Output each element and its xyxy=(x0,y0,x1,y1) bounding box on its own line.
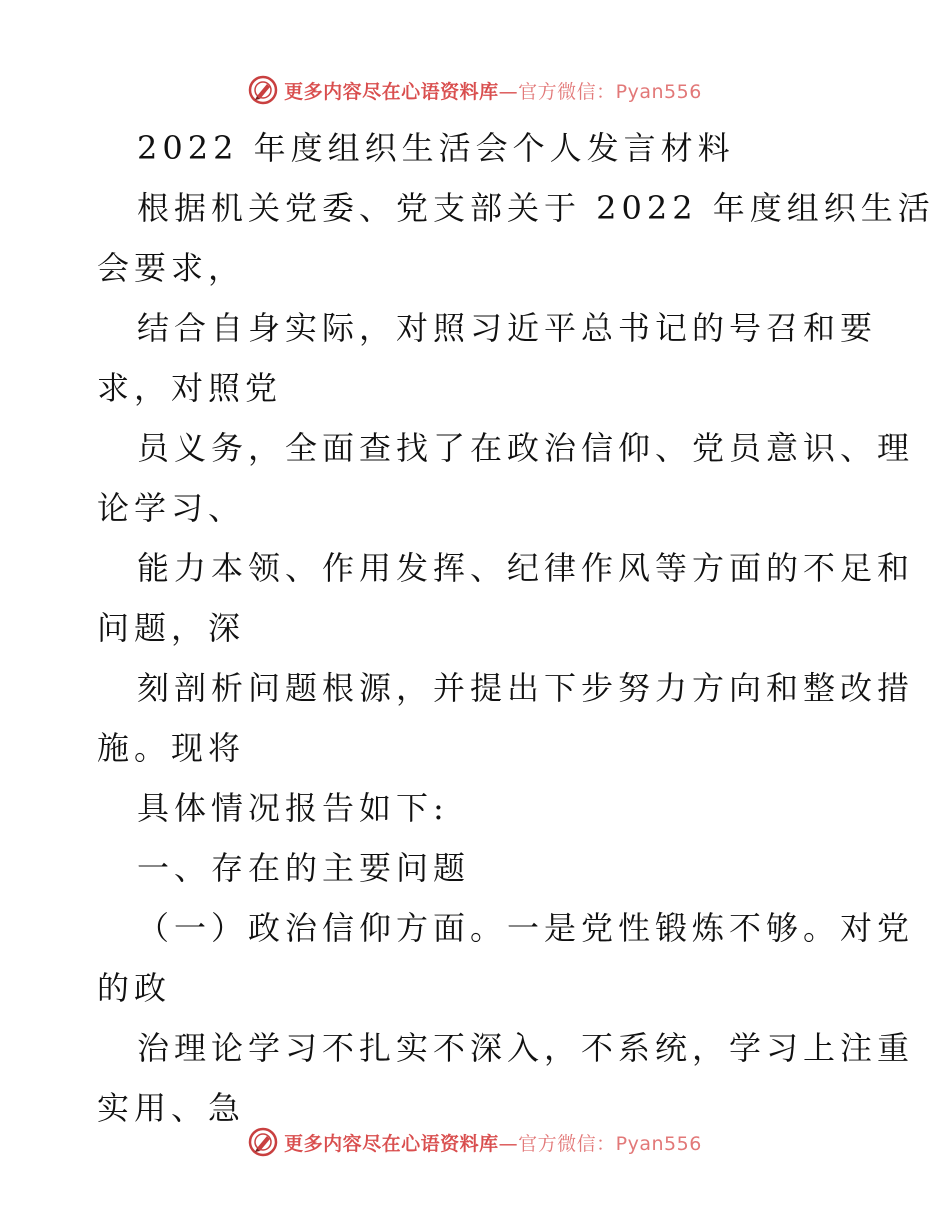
text-line: 的政 xyxy=(97,969,172,1007)
text-line: 求，对照党 xyxy=(97,369,283,407)
watermark-contact: 官方微信：Pyan556 xyxy=(518,80,702,103)
document-title: 2022 年度组织生活会个人发言材料 xyxy=(137,129,735,167)
pen-logo-icon xyxy=(248,1127,278,1157)
text-line: 论学习、 xyxy=(97,489,246,527)
pen-logo-icon xyxy=(248,75,278,105)
text-line: 治理论学习不扎实不深入，不系统，学习上注重 xyxy=(137,1029,915,1067)
watermark-contact: 官方微信：Pyan556 xyxy=(518,1132,702,1155)
text-line: 问题，深 xyxy=(97,609,246,647)
text-line: 具体情况报告如下: xyxy=(137,789,449,827)
watermark-dash: — xyxy=(498,80,519,103)
watermark-brand: 更多内容尽在心语资料库 xyxy=(284,80,499,103)
text-line: 能力本领、作用发挥、纪律作风等方面的不足和 xyxy=(137,549,915,587)
text-line: 实用、急 xyxy=(97,1089,246,1127)
text-line: （一）政治信仰方面。一是党性锻炼不够。对党 xyxy=(137,909,915,947)
text-line: 结合自身实际，对照习近平总书记的号召和要 xyxy=(137,309,878,347)
text-line: 根据机关党委、党支部关于 2022 年度组织生活 xyxy=(137,189,935,227)
text-line: 施。现将 xyxy=(97,729,246,767)
watermark-brand: 更多内容尽在心语资料库 xyxy=(284,1132,499,1155)
document-body xyxy=(97,118,935,1138)
watermark-text xyxy=(284,77,702,104)
watermark-dash: — xyxy=(498,1132,519,1155)
footer-watermark xyxy=(0,1122,950,1162)
text-line: 刻剖析问题根源，并提出下步努力方向和整改措 xyxy=(137,669,915,707)
text-line: 会要求， xyxy=(97,249,246,287)
section-heading: 一、存在的主要问题 xyxy=(137,849,471,887)
text-line: 员义务，全面查找了在政治信仰、党员意识、理 xyxy=(137,429,915,467)
header-watermark xyxy=(0,70,950,110)
watermark-text xyxy=(284,1129,702,1156)
